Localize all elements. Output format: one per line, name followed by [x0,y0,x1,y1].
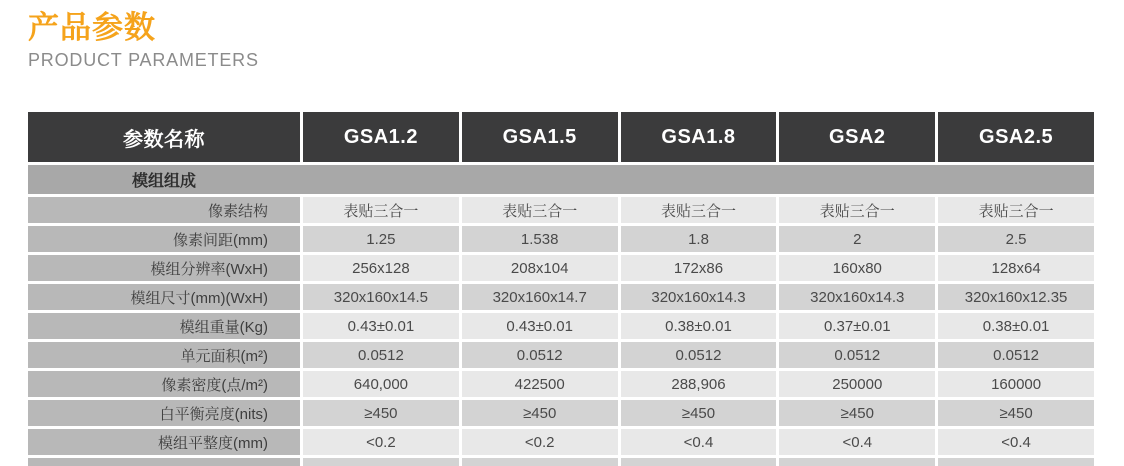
row-label-pixel-pitch: 像素间距(mm) [28,226,300,252]
row-label-module-weight: 模组重量(Kg) [28,313,300,339]
column-header-gsa1-8: GSA1.8 [621,112,777,162]
cell-value: 2 [779,226,935,252]
row-label-white-balance-brightness: 白平衡亮度(nits) [28,400,300,426]
cell-value: 0.38±0.01 [621,313,777,339]
page-title-zh: 产品参数 [28,10,156,45]
cell-value: 表贴三合一 [621,197,777,223]
cell-value: 128x64 [938,255,1094,281]
cell-value: 0.0512 [938,342,1094,368]
cell-value: 1.538 [462,226,618,252]
cell-value: <0.4 [621,429,777,455]
cell-value: <0.2 [462,429,618,455]
row-label-module-resolution: 模组分辨率(WxH) [28,255,300,281]
cell-value: 0.37±0.01 [779,313,935,339]
page-title-en: PRODUCT PARAMETERS [28,50,259,70]
cell-value: ≥450 [303,400,459,426]
clipped-row-cell [303,458,459,466]
cell-value: 0.38±0.01 [938,313,1094,339]
cell-value: <0.2 [303,429,459,455]
row-label-pixel-density: 像素密度(点/m²) [28,371,300,397]
clipped-row-cell [779,458,935,466]
cell-value: 640,000 [303,371,459,397]
cell-value: ≥450 [462,400,618,426]
cell-value: 250000 [779,371,935,397]
param-name-header: 参数名称 [28,112,300,162]
clipped-row-cell [938,458,1094,466]
cell-value: 表贴三合一 [938,197,1094,223]
section-title: 模组组成 [131,173,196,190]
cell-value: 1.25 [303,226,459,252]
cell-value: 2.5 [938,226,1094,252]
clipped-row-label [28,458,300,466]
cell-value: 160x80 [779,255,935,281]
section-row-module-composition [28,165,1094,194]
cell-value: 0.43±0.01 [462,313,618,339]
row-label-unit-area: 单元面积(m²) [28,342,300,368]
cell-value: 320x160x12.35 [938,284,1094,310]
cell-value: ≥450 [938,400,1094,426]
cell-value: 1.8 [621,226,777,252]
cell-value: 0.0512 [779,342,935,368]
cell-value: 320x160x14.3 [621,284,777,310]
cell-value: 0.0512 [462,342,618,368]
cell-value: 320x160x14.5 [303,284,459,310]
parameters-table [28,112,1094,466]
clipped-row-cell [621,458,777,466]
column-header-gsa2: GSA2 [779,112,935,162]
row-label-module-size: 模组尺寸(mm)(WxH) [28,284,300,310]
cell-value: 0.0512 [303,342,459,368]
cell-value: 表贴三合一 [303,197,459,223]
column-header-gsa2-5: GSA2.5 [938,112,1094,162]
cell-value: <0.4 [779,429,935,455]
column-header-gsa1-2: GSA1.2 [303,112,459,162]
cell-value: 288,906 [621,371,777,397]
row-label-module-flatness: 模组平整度(mm) [28,429,300,455]
row-label-pixel-structure: 像素结构 [28,197,300,223]
column-header-gsa1-5: GSA1.5 [462,112,618,162]
cell-value: 320x160x14.3 [779,284,935,310]
cell-value: 160000 [938,371,1094,397]
cell-value: ≥450 [779,400,935,426]
cell-value: 422500 [462,371,618,397]
cell-value: 320x160x14.7 [462,284,618,310]
cell-value: 256x128 [303,255,459,281]
cell-value: 172x86 [621,255,777,281]
cell-value: 表贴三合一 [462,197,618,223]
cell-value: <0.4 [938,429,1094,455]
clipped-row-cell [462,458,618,466]
cell-value: ≥450 [621,400,777,426]
cell-value: 0.43±0.01 [303,313,459,339]
cell-value: 表贴三合一 [779,197,935,223]
cell-value: 0.0512 [621,342,777,368]
cell-value: 208x104 [462,255,618,281]
